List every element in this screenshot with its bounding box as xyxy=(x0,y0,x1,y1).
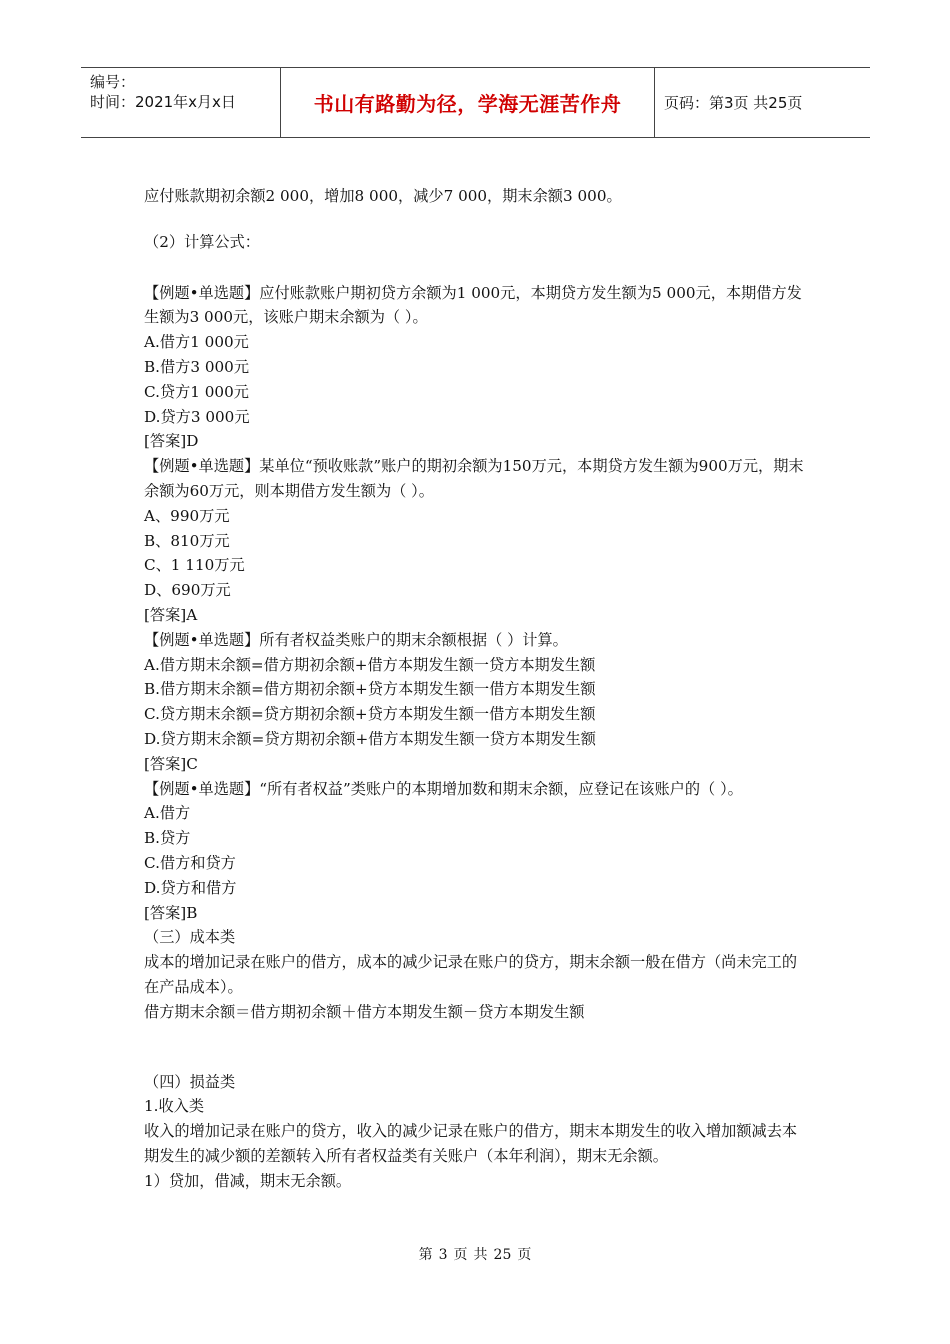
option-d: D.贷方和借方 xyxy=(144,878,237,897)
answer: [答案]B xyxy=(144,903,198,922)
option-b: B.借方期末余额=借方期初余额+贷方本期发生额一借方本期发生额 xyxy=(144,680,596,699)
option-a: A.借方1 000元 xyxy=(144,333,249,352)
subsection-heading: 1.收入类 xyxy=(144,1097,205,1116)
header-page-info: 页码：第3页 共25页 xyxy=(664,94,803,112)
footer-ye: 页 xyxy=(517,1247,532,1263)
option-d: D.贷方3 000元 xyxy=(144,407,250,426)
answer: [答案]C xyxy=(144,754,198,773)
option-c: C.贷方期末余额=贷方期初余额+贷方本期发生额一借方本期发生额 xyxy=(144,705,596,724)
header-meta xyxy=(90,72,236,112)
paragraph: 成本的增加记录在账户的借方，成本的减少记录在账户的贷方，期末余额一般在借方（尚未完工的在产品成本）。 xyxy=(144,953,798,996)
option-a: A.借方期末余额=借方期初余额+借方本期发生额一贷方本期发生额 xyxy=(144,655,596,674)
answer: [答案]D xyxy=(144,432,199,451)
option-b: B.借方3 000元 xyxy=(144,357,250,376)
option-a: A.借方 xyxy=(144,804,191,823)
footer-page-number: 3 xyxy=(438,1247,448,1263)
formula: 借方期末余额＝借方期初余额＋借方本期发生额－贷方本期发生额 xyxy=(144,1002,585,1021)
option-b: B、810万元 xyxy=(144,531,230,550)
page-header xyxy=(81,67,870,138)
time-label: 时间：2021年x月x日 xyxy=(90,93,236,111)
header-divider xyxy=(654,68,655,137)
option-d: D、690万元 xyxy=(144,581,231,600)
question-stem: 【例题•单选题】“所有者权益”类账户的本期增加数和期末余额，应登记在该账户的（ ）。 xyxy=(144,779,743,798)
option-b: B.贷方 xyxy=(144,829,191,848)
question-stem: 【例题•单选题】某单位“预收账款”账户的期初余额为150万元，本期贷方发生额为900万元，期末余额为60万元，则本期借方发生额为（ ）。 xyxy=(144,457,804,500)
text-line: 1）贷加，借减，期末无余额。 xyxy=(144,1171,352,1190)
section-heading: （2）计算公式： xyxy=(144,232,260,251)
option-c: C.借方和贷方 xyxy=(144,853,236,872)
section-heading: （四）损益类 xyxy=(144,1072,236,1091)
text-line: 应付账款期初余额2 000，增加8 000，减少7 000，期末余额3 000。 xyxy=(144,187,622,205)
document-body xyxy=(144,184,812,1193)
footer-ye: 页 xyxy=(453,1247,468,1263)
question-stem: 【例题•单选题】所有者权益类账户的期末余额根据（ ）计算。 xyxy=(144,630,568,649)
option-a: A、990万元 xyxy=(144,506,230,525)
question-stem: 【例题•单选题】应付账款账户期初贷方余额为1 000元，本期贷方发生额为5 000元，本期借方发生额为3 000元，该账户期末余额为（ ）。 xyxy=(144,283,802,327)
option-c: C、1 110万元 xyxy=(144,556,245,575)
answer: [答案]A xyxy=(144,605,198,624)
header-motto: 书山有路勤为径，学海无涯苦作舟 xyxy=(313,92,622,116)
option-c: C.贷方1 000元 xyxy=(144,382,249,401)
paragraph: 收入的增加记录在账户的贷方，收入的减少记录在账户的借方，期末本期发生的收入增加额减去本期发生的减少额的差额转入所有者权益类有关账户（本年利润），期末无余额。 xyxy=(144,1122,798,1165)
option-d: D.贷方期末余额=贷方期初余额+借方本期发生额一贷方本期发生额 xyxy=(144,729,596,748)
section-heading: （三）成本类 xyxy=(144,928,236,947)
footer-di: 第 xyxy=(418,1247,433,1263)
number-label: 编号： xyxy=(90,73,136,91)
footer-gong: 共 xyxy=(473,1247,488,1263)
page-footer xyxy=(0,1244,950,1264)
footer-total-pages: 25 xyxy=(493,1247,512,1263)
